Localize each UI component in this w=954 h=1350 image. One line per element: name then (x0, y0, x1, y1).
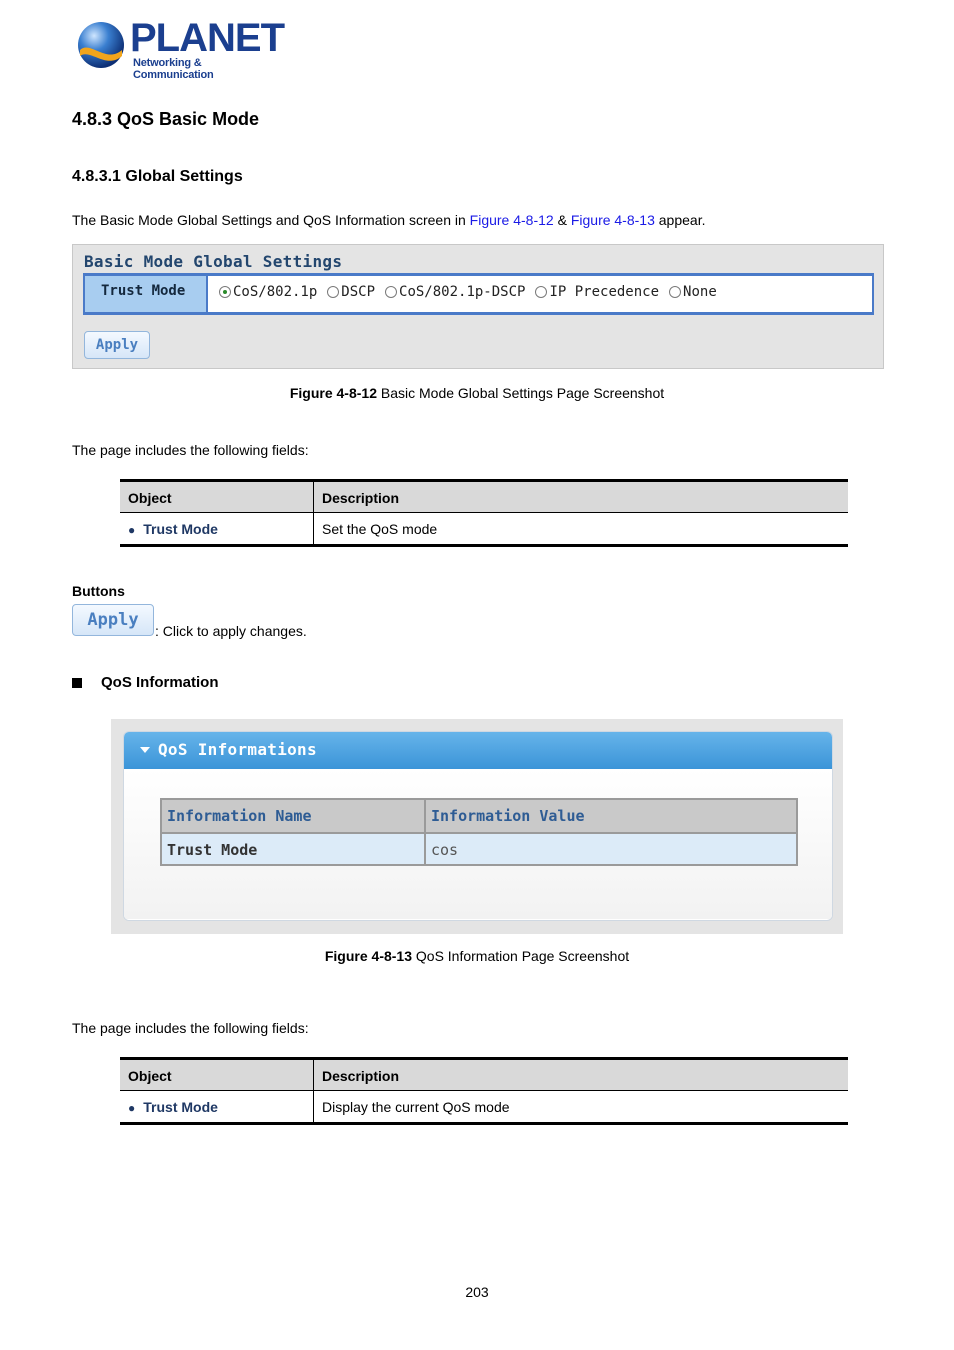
qos-informations-panel (123, 731, 833, 921)
trust-mode-row (83, 273, 874, 315)
fields-table-1 (120, 479, 848, 547)
object-name: Trust Mode (143, 521, 218, 537)
radio-checked-icon[interactable] (219, 286, 231, 298)
description-header: Description (322, 1068, 400, 1084)
caption-text: Basic Mode Global Settings Page Screenshot (376, 385, 665, 401)
radio-dscp[interactable] (327, 284, 375, 300)
radio-unchecked-icon[interactable] (327, 286, 339, 298)
caption-label: Figure 4-8-12 (289, 385, 377, 401)
figure-4-8-13-link[interactable]: Figure 4-8-13 (570, 212, 655, 228)
qos-information-heading (72, 674, 219, 691)
table-row (120, 513, 848, 544)
square-bullet-icon (72, 678, 82, 688)
trust-mode-label: Trust Mode (85, 276, 208, 312)
caption-text: QoS Information Page Screenshot (412, 948, 630, 964)
logo-wordmark: PLANET (130, 16, 284, 60)
intro-text: The Basic Mode Global Settings and QoS Information screen in (72, 212, 470, 228)
qos-information-screenshot (111, 719, 843, 934)
information-value-header: Information Value (431, 807, 585, 825)
intro-text-end: appear. (654, 212, 706, 228)
apply-button-sample[interactable]: Apply (72, 604, 154, 636)
logo-tagline: Networking & Communication (133, 57, 214, 81)
trust-mode-radio-group (219, 284, 717, 300)
section-title: 4.8.3 QoS Basic Mode (72, 109, 260, 129)
radio-none[interactable] (669, 284, 717, 300)
basic-mode-global-settings-screenshot (72, 244, 884, 369)
object-header: Object (120, 482, 314, 512)
buttons-heading: Buttons (72, 583, 125, 599)
radio-unchecked-icon[interactable] (535, 286, 547, 298)
intro-paragraph (72, 212, 705, 228)
intro-amp: & (553, 212, 571, 228)
panel-body (124, 769, 832, 919)
page-number: 203 (465, 1284, 489, 1300)
radio-label: CoS/802.1p-DSCP (399, 284, 526, 300)
radio-label: DSCP (341, 284, 376, 300)
apply-button[interactable]: Apply (84, 331, 150, 359)
description-header: Description (322, 490, 400, 506)
planet-logo (76, 16, 284, 81)
radio-unchecked-icon[interactable] (385, 286, 397, 298)
object-cell (120, 513, 314, 544)
bullet-icon: ● (128, 523, 136, 537)
radio-label: CoS/802.1p (233, 284, 318, 300)
table-header (120, 1060, 848, 1091)
qos-information-title: QoS Information (101, 674, 219, 691)
caption-label: Figure 4-8-13 (324, 948, 412, 964)
radio-unchecked-icon[interactable] (669, 286, 681, 298)
bullet-icon: ● (128, 1101, 136, 1115)
fields-intro-2: The page includes the following fields: (72, 1020, 309, 1036)
information-name-header: Information Name (162, 800, 426, 832)
panel-title: QoS Informations (158, 740, 317, 759)
object-name: Trust Mode (143, 1099, 218, 1115)
description-cell: Display the current QoS mode (322, 1099, 510, 1115)
figure-4-8-13-caption (0, 948, 954, 964)
globe-logo-icon (76, 20, 126, 70)
table-row (162, 832, 796, 864)
radio-ip-precedence[interactable] (535, 284, 659, 300)
figure-4-8-12-link[interactable]: Figure 4-8-12 (469, 212, 554, 228)
object-header: Object (120, 1060, 314, 1090)
panel-header[interactable] (124, 732, 832, 769)
radio-label: IP Precedence (549, 284, 660, 300)
collapse-triangle-icon[interactable] (140, 747, 150, 753)
fields-table-2 (120, 1057, 848, 1125)
radio-cos-802-1p-dscp[interactable] (385, 284, 525, 300)
object-cell (120, 1091, 314, 1122)
fields-intro-1: The page includes the following fields: (72, 442, 309, 458)
information-value-cell: cos (431, 841, 459, 859)
description-cell: Set the QoS mode (322, 521, 438, 537)
radio-label: None (683, 284, 717, 300)
subsection-title: 4.8.3.1 Global Settings (72, 168, 243, 185)
information-table (160, 798, 798, 866)
radio-cos-802-1p[interactable] (219, 284, 317, 300)
apply-description: : Click to apply changes. (155, 623, 307, 639)
table-header (120, 482, 848, 513)
panel-title: Basic Mode Global Settings (84, 252, 343, 271)
information-name-cell: Trust Mode (162, 834, 426, 864)
table-header (162, 800, 796, 832)
table-row (120, 1091, 848, 1122)
figure-4-8-12-caption (0, 385, 954, 401)
